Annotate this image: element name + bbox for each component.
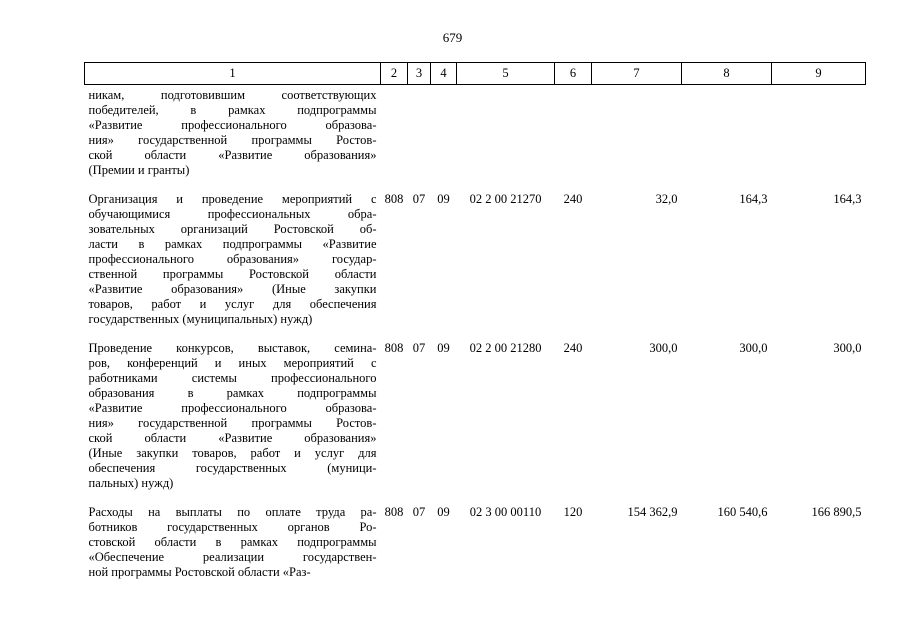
expense-type-code: 240: [563, 341, 583, 355]
description-line: «Обеспечение реализации государствен-: [88, 550, 377, 564]
description-line: (Премии и гранты): [88, 163, 190, 177]
col-header-6: 6: [555, 63, 592, 85]
target-article-code: 02 3 00 00110: [469, 505, 542, 519]
description-line: товаров, работ и услуг для обеспечения: [88, 297, 377, 311]
amount-col-7: 300,0: [649, 341, 678, 355]
description-line: ботников государственных органов Ро-: [88, 520, 377, 534]
description-line: ской области «Развитие образования»: [88, 431, 377, 445]
subsection-code: 09: [437, 192, 450, 206]
table-row: [85, 341, 866, 491]
col-header-8: 8: [682, 63, 772, 85]
amount-col-9: 300,0: [833, 341, 862, 355]
target-article-code: 02 2 00 21280: [469, 341, 542, 355]
row-description: [85, 85, 381, 179]
ministry-code: 808: [384, 505, 404, 519]
amount-col-9: 166 890,5: [811, 505, 862, 519]
amount-col-9: 164,3: [833, 192, 862, 206]
row-description: [85, 505, 381, 580]
amount-col-8: 164,3: [739, 192, 768, 206]
description-line: обучающимися профессиональных обра-: [88, 207, 377, 221]
amount-col-9: [772, 85, 866, 179]
section-code: 07: [412, 192, 426, 206]
description-line: ров, конференций и иных мероприятий с: [88, 356, 377, 370]
col-header-4: 4: [431, 63, 457, 85]
table-row: [85, 505, 866, 580]
col-header-7: 7: [592, 63, 682, 85]
table-row: [85, 85, 866, 179]
row-spacer-cell: [85, 491, 866, 505]
page-number: 679: [442, 30, 463, 45]
description-line: «Развитие профессионального образова-: [88, 118, 377, 132]
subsection-code: 09: [437, 341, 450, 355]
amount-col-7: 154 362,9: [627, 505, 678, 519]
description-line: Проведение конкурсов, выставок, семина-: [88, 341, 377, 355]
expense-type-code: [555, 85, 592, 179]
expense-type-code: 240: [563, 192, 583, 206]
description-line: «Развитие образования» (Иные закупки: [88, 282, 377, 296]
description-line: ния» государственной программы Ростов-: [88, 133, 377, 147]
row-spacer: [85, 491, 866, 505]
description-line: пальных) нужд): [88, 476, 174, 490]
col-header-2: 2: [381, 63, 408, 85]
col-header-5: 5: [457, 63, 555, 85]
ministry-code: [381, 85, 408, 179]
description-line: ной программы Ростовской области «Раз-: [88, 565, 311, 579]
amount-col-7: [592, 85, 682, 179]
description-line: победителей, в рамках подпрограммы: [88, 103, 377, 117]
description-line: Организация и проведение мероприятий с: [88, 192, 377, 206]
col-header-9: 9: [772, 63, 866, 85]
target-article-code: 02 2 00 21270: [469, 192, 542, 206]
description-line: образования в рамках подпрограммы: [88, 386, 377, 400]
row-spacer: [85, 327, 866, 341]
description-line: государственных (муниципальных) нужд): [88, 312, 313, 326]
description-line: ственной программы Ростовской области: [88, 267, 377, 281]
section-code: [408, 85, 431, 179]
description-line: ния» государственной программы Ростов-: [88, 416, 377, 430]
subsection-code: 09: [437, 505, 450, 519]
description-line: Расходы на выплаты по оплате труда ра-: [88, 505, 377, 519]
row-spacer: [85, 178, 866, 192]
description-line: стовской области в рамках подпрограммы: [88, 535, 377, 549]
col-header-3: 3: [408, 63, 431, 85]
subsection-code: [431, 85, 457, 179]
budget-table: [84, 62, 866, 580]
row-spacer-cell: [85, 327, 866, 341]
description-line: никам, подготовившим соответствующих: [88, 88, 377, 102]
description-line: зовательных организаций Ростовской об-: [88, 222, 377, 236]
amount-col-8: [682, 85, 772, 179]
description-line: ласти в рамках подпрограммы «Развитие: [88, 237, 377, 251]
description-line: профессионального образования» государ-: [88, 252, 377, 266]
table-row: [85, 192, 866, 327]
ministry-code: 808: [384, 192, 404, 206]
expense-type-code: 120: [563, 505, 583, 519]
ministry-code: 808: [384, 341, 404, 355]
description-line: «Развитие профессионального образова-: [88, 401, 377, 415]
col-header-1: 1: [85, 63, 381, 85]
description-line: обеспечения государственных (муници-: [88, 461, 377, 475]
amount-col-8: 300,0: [739, 341, 768, 355]
description-line: работниками системы профессионального: [88, 371, 377, 385]
amount-col-7: 32,0: [655, 192, 678, 206]
row-description: [85, 341, 381, 491]
header-row: [85, 63, 866, 85]
amount-col-8: 160 540,6: [717, 505, 768, 519]
description-line: ской области «Развитие образования»: [88, 148, 377, 162]
description-line: (Иные закупки товаров, работ и услуг для: [88, 446, 377, 460]
row-spacer-cell: [85, 178, 866, 192]
section-code: 07: [412, 505, 426, 519]
row-description: [85, 192, 381, 327]
target-article-code: [457, 85, 555, 179]
section-code: 07: [412, 341, 426, 355]
